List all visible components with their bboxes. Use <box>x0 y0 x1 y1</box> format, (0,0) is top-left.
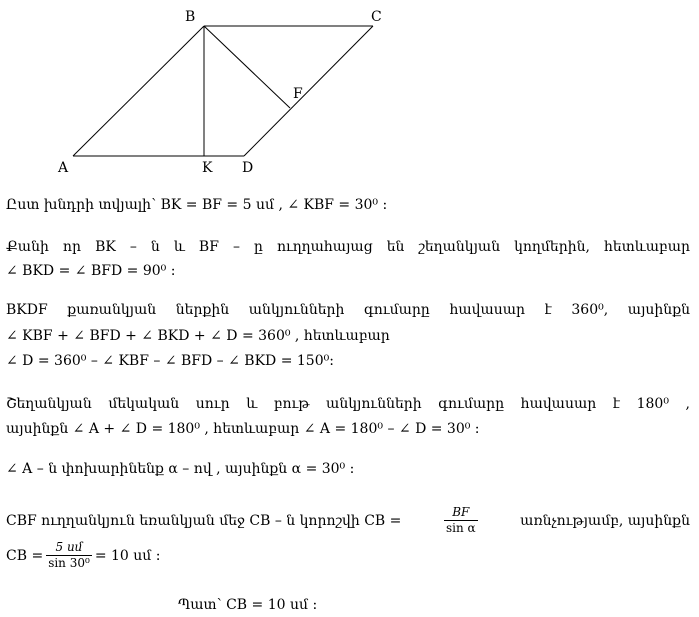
calc-text-b: = 10 սմ : <box>94 547 161 564</box>
angle-sum-line: ∠ KBF + ∠ BFD + ∠ BKD + ∠ D = 360⁰ , հետևաբար <box>6 328 390 344</box>
rhombus-figure <box>0 0 420 182</box>
formula-fraction <box>444 505 478 536</box>
calc-text-a: CB = <box>6 547 44 564</box>
formula-denominator: sin α <box>445 521 476 535</box>
calc-denominator: sin 30⁰ <box>48 556 90 570</box>
perpendicular-line: Քանի որ BK – ն և BF – ը ուղղահայաց են շեղանկյան կողմերին, հետևաբար <box>6 239 690 255</box>
label-k: K <box>202 160 213 176</box>
formula-text-a: CBF ուղղանկյուն եռանկյան մեջ CB – ն կորոշվի CB = <box>6 512 402 529</box>
quadrilateral-sum-line: BKDF քառանկյան ներքին անկյունների գումարը հավասար է 360⁰, այսինքն <box>6 302 690 318</box>
side-cd <box>244 26 373 156</box>
label-a: A <box>58 160 69 176</box>
angle-d-line: ∠ D = 360⁰ – ∠ KBF – ∠ BFD – ∠ BKD = 150⁰: <box>6 353 334 369</box>
formula-line <box>6 505 690 536</box>
given-line: Ըստ խնդրի տվյալի՝ BK = BF = 5 սմ , ∠ KBF = 30⁰ : <box>6 197 388 213</box>
label-d: D <box>242 160 254 176</box>
label-b: B <box>185 9 196 25</box>
rhombus-angles-line: Շեղանկյան մեկական սուր և բութ անկյունների գումարը հավասար է 180⁰ , <box>6 396 690 412</box>
height-bf <box>204 26 290 108</box>
formula-text-b: առնչությամբ, այսինքն <box>520 512 690 529</box>
answer-line: Պատ՝ CB = 10 սմ : <box>178 597 318 613</box>
right-angles-line: ∠ BKD = ∠ BFD = 90⁰ : <box>6 263 176 279</box>
calculation-line <box>6 540 160 571</box>
formula-numerator: BF <box>444 505 478 521</box>
angle-a-line: այսինքն ∠ A + ∠ D = 180⁰ , հետևաբար ∠ A = 180⁰ – ∠ D = 30⁰ : <box>6 421 480 437</box>
label-f: F <box>293 86 303 102</box>
label-c: C <box>371 9 382 25</box>
calc-numerator: 5 սմ <box>46 540 92 556</box>
alpha-line: ∠ A – ն փոխարինենք α – ով , այսինքն α = 30⁰ : <box>6 461 355 477</box>
side-ab <box>73 26 204 156</box>
calc-fraction <box>46 540 92 571</box>
